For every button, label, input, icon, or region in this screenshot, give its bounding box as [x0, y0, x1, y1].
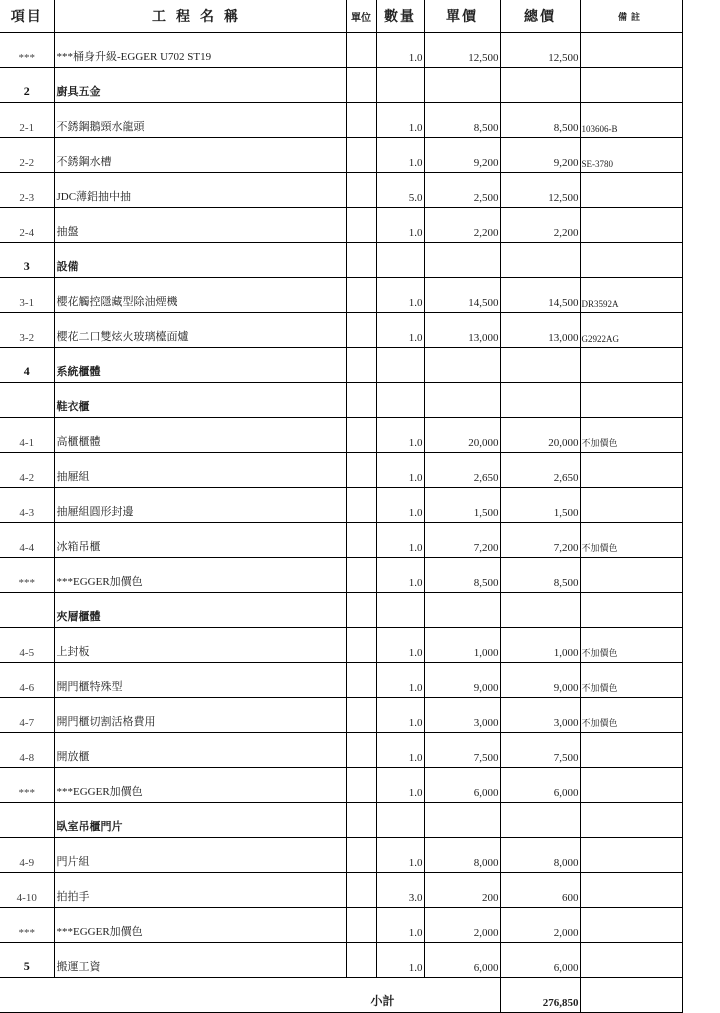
- cell-qty: 5.0: [376, 173, 424, 208]
- cell-unit: [346, 383, 376, 418]
- cell-total: 6,000: [500, 768, 580, 803]
- cell-total: 2,650: [500, 453, 580, 488]
- cell-unit: [346, 278, 376, 313]
- cell-price: 2,000: [424, 908, 500, 943]
- cell-remark: 不加價色: [580, 698, 682, 733]
- cell-total: [500, 803, 580, 838]
- cell-code: 4-4: [0, 523, 54, 558]
- cell-price: 2,500: [424, 173, 500, 208]
- cell-total: [500, 348, 580, 383]
- cell-price: 9,200: [424, 138, 500, 173]
- cell-unit: [346, 243, 376, 278]
- cell-total: 3,000: [500, 698, 580, 733]
- cell-unit: [346, 838, 376, 873]
- cell-remark: G2922AG: [580, 313, 682, 348]
- cell-name: 抽屜組: [54, 453, 346, 488]
- table-row: [0, 173, 682, 208]
- cell-code: 4-6: [0, 663, 54, 698]
- cell-code: 3-2: [0, 313, 54, 348]
- cell-code: 5: [0, 943, 54, 978]
- table-row: [0, 208, 682, 243]
- cell-qty: 1.0: [376, 208, 424, 243]
- table-row: [0, 523, 682, 558]
- cell-remark: 103606-B: [580, 103, 682, 138]
- cell-name: 抽盤: [54, 208, 346, 243]
- cell-unit: [346, 943, 376, 978]
- cell-qty: [376, 348, 424, 383]
- cell-code: 3: [0, 243, 54, 278]
- cell-name: 不銹鋼鵝頸水龍頭: [54, 103, 346, 138]
- section-row: [0, 243, 682, 278]
- cell-unit: [346, 348, 376, 383]
- cell-qty: 1.0: [376, 698, 424, 733]
- cell-name: 上封板: [54, 628, 346, 663]
- cell-unit: [346, 488, 376, 523]
- cell-qty: 1.0: [376, 838, 424, 873]
- cell-unit: [346, 453, 376, 488]
- cell-price: 7,200: [424, 523, 500, 558]
- table-body: [0, 33, 682, 978]
- cell-remark: [580, 208, 682, 243]
- header-item: 項目: [0, 0, 54, 33]
- cell-remark: [580, 383, 682, 418]
- cell-name: 櫻花二口雙炫火玻璃檯面爐: [54, 313, 346, 348]
- cell-code: 4: [0, 348, 54, 383]
- cell-total: 2,200: [500, 208, 580, 243]
- header-unit: 單位: [346, 0, 376, 33]
- cell-name: 拍拍手: [54, 873, 346, 908]
- cell-qty: 1.0: [376, 558, 424, 593]
- cell-unit: [346, 33, 376, 68]
- cell-price: 1,000: [424, 628, 500, 663]
- cell-code: 4-1: [0, 418, 54, 453]
- cell-remark: [580, 593, 682, 628]
- table-header-row: [0, 0, 682, 33]
- cell-total: 12,500: [500, 173, 580, 208]
- cell-unit: [346, 523, 376, 558]
- cell-total: 1,000: [500, 628, 580, 663]
- cell-price: [424, 593, 500, 628]
- cell-price: 20,000: [424, 418, 500, 453]
- section-row: [0, 803, 682, 838]
- cell-code: 2-2: [0, 138, 54, 173]
- cell-total: 13,000: [500, 313, 580, 348]
- cell-code: 2: [0, 68, 54, 103]
- cell-qty: 1.0: [376, 453, 424, 488]
- cell-remark: SE-3780: [580, 138, 682, 173]
- cell-unit: [346, 663, 376, 698]
- cell-total: 12,500: [500, 33, 580, 68]
- cell-name: 櫻花觸控隱藏型除油煙機: [54, 278, 346, 313]
- cell-code: 4-10: [0, 873, 54, 908]
- table-row: [0, 558, 682, 593]
- cell-remark: DR3592A: [580, 278, 682, 313]
- cell-code: [0, 383, 54, 418]
- cell-name: 門片組: [54, 838, 346, 873]
- table-row: [0, 873, 682, 908]
- cell-code: ***: [0, 558, 54, 593]
- cell-price: [424, 68, 500, 103]
- cell-code: ***: [0, 908, 54, 943]
- cell-qty: 1.0: [376, 313, 424, 348]
- cell-name: JDC薄鋁抽中抽: [54, 173, 346, 208]
- cell-total: 8,500: [500, 558, 580, 593]
- cell-remark: [580, 33, 682, 68]
- section-row: [0, 348, 682, 383]
- cell-remark: 不加價色: [580, 418, 682, 453]
- cell-total: [500, 243, 580, 278]
- cell-qty: 1.0: [376, 33, 424, 68]
- cell-unit: [346, 803, 376, 838]
- table-row: [0, 278, 682, 313]
- cell-name: ***EGGER加價色: [54, 768, 346, 803]
- cell-qty: 1.0: [376, 523, 424, 558]
- section-row: [0, 68, 682, 103]
- cell-code: 2-1: [0, 103, 54, 138]
- cell-qty: [376, 803, 424, 838]
- subtotal-remark: [580, 978, 682, 1013]
- cell-price: [424, 243, 500, 278]
- cell-code: 4-8: [0, 733, 54, 768]
- header-remark: 備註: [580, 0, 682, 33]
- cell-unit: [346, 208, 376, 243]
- cell-total: [500, 593, 580, 628]
- cell-price: 7,500: [424, 733, 500, 768]
- cell-total: 8,000: [500, 838, 580, 873]
- cell-price: 12,500: [424, 33, 500, 68]
- table-row: [0, 628, 682, 663]
- cell-total: 9,200: [500, 138, 580, 173]
- cell-qty: [376, 243, 424, 278]
- cell-name: 不銹鋼水槽: [54, 138, 346, 173]
- cell-unit: [346, 103, 376, 138]
- cell-remark: [580, 68, 682, 103]
- cell-code: [0, 593, 54, 628]
- cell-name: 廚具五金: [54, 68, 346, 103]
- cell-remark: 不加價色: [580, 523, 682, 558]
- cell-price: 14,500: [424, 278, 500, 313]
- cell-code: 4-7: [0, 698, 54, 733]
- cell-unit: [346, 628, 376, 663]
- cell-qty: 1.0: [376, 733, 424, 768]
- subtotal-row: [0, 978, 682, 1013]
- section-row: [0, 383, 682, 418]
- table-row: [0, 768, 682, 803]
- header-name: 工程名稱: [54, 0, 346, 33]
- cell-qty: [376, 383, 424, 418]
- cell-code: 2-3: [0, 173, 54, 208]
- cell-total: 1,500: [500, 488, 580, 523]
- table-row: [0, 453, 682, 488]
- cell-price: 2,200: [424, 208, 500, 243]
- cell-price: 9,000: [424, 663, 500, 698]
- cell-code: 4-5: [0, 628, 54, 663]
- cell-qty: 1.0: [376, 103, 424, 138]
- cell-qty: 1.0: [376, 138, 424, 173]
- cell-remark: [580, 558, 682, 593]
- cell-qty: 1.0: [376, 768, 424, 803]
- cell-qty: 1.0: [376, 663, 424, 698]
- cell-remark: 不加價色: [580, 628, 682, 663]
- cell-remark: [580, 453, 682, 488]
- cell-code: ***: [0, 768, 54, 803]
- cell-unit: [346, 418, 376, 453]
- cell-total: 2,000: [500, 908, 580, 943]
- cell-total: 8,500: [500, 103, 580, 138]
- cell-total: 9,000: [500, 663, 580, 698]
- cell-name: 夾層櫃體: [54, 593, 346, 628]
- header-price: 單價: [424, 0, 500, 33]
- cell-code: 4-9: [0, 838, 54, 873]
- cell-code: 4-3: [0, 488, 54, 523]
- table-row: [0, 138, 682, 173]
- cell-qty: [376, 68, 424, 103]
- cell-remark: [580, 908, 682, 943]
- table-row: [0, 418, 682, 453]
- cell-qty: 1.0: [376, 418, 424, 453]
- cell-total: 6,000: [500, 943, 580, 978]
- cell-unit: [346, 558, 376, 593]
- cell-name: 開門櫃切割活格費用: [54, 698, 346, 733]
- subtotal-label: 小計: [0, 978, 500, 1013]
- table-row: [0, 103, 682, 138]
- cell-remark: [580, 943, 682, 978]
- cell-price: [424, 383, 500, 418]
- cell-price: 8,500: [424, 558, 500, 593]
- cell-price: 13,000: [424, 313, 500, 348]
- cell-unit: [346, 68, 376, 103]
- cell-total: 7,500: [500, 733, 580, 768]
- cell-name: 開門櫃特殊型: [54, 663, 346, 698]
- cell-price: 3,000: [424, 698, 500, 733]
- header-total: 總價: [500, 0, 580, 33]
- cell-name: ***EGGER加價色: [54, 558, 346, 593]
- cell-total: [500, 68, 580, 103]
- cell-price: [424, 348, 500, 383]
- cell-name: 鞋衣櫃: [54, 383, 346, 418]
- cell-unit: [346, 138, 376, 173]
- cell-name: 搬運工資: [54, 943, 346, 978]
- cell-remark: [580, 348, 682, 383]
- cell-qty: 3.0: [376, 873, 424, 908]
- cell-qty: 1.0: [376, 488, 424, 523]
- cell-unit: [346, 768, 376, 803]
- cell-code: [0, 803, 54, 838]
- cell-unit: [346, 173, 376, 208]
- cell-name: 冰箱吊櫃: [54, 523, 346, 558]
- cell-qty: 1.0: [376, 628, 424, 663]
- cell-remark: [580, 803, 682, 838]
- cell-remark: [580, 488, 682, 523]
- cell-name: 抽屜組圓形封邊: [54, 488, 346, 523]
- cell-unit: [346, 698, 376, 733]
- cell-code: 3-1: [0, 278, 54, 313]
- cell-price: 2,650: [424, 453, 500, 488]
- cell-total: [500, 383, 580, 418]
- cell-qty: 1.0: [376, 908, 424, 943]
- cell-remark: [580, 873, 682, 908]
- cell-price: 200: [424, 873, 500, 908]
- table-row: [0, 698, 682, 733]
- cell-name: ***桶身升級-EGGER U702 ST19: [54, 33, 346, 68]
- cell-total: 7,200: [500, 523, 580, 558]
- cell-total: 600: [500, 873, 580, 908]
- cell-name: 高櫃櫃體: [54, 418, 346, 453]
- cell-remark: [580, 733, 682, 768]
- cell-name: 臥室吊櫃門片: [54, 803, 346, 838]
- table-row: [0, 313, 682, 348]
- cell-qty: 1.0: [376, 278, 424, 313]
- cell-price: 8,500: [424, 103, 500, 138]
- cell-remark: [580, 243, 682, 278]
- cell-code: 2-4: [0, 208, 54, 243]
- table-row: [0, 33, 682, 68]
- cell-unit: [346, 593, 376, 628]
- cell-code: 4-2: [0, 453, 54, 488]
- cell-price: 1,500: [424, 488, 500, 523]
- cell-name: 開放櫃: [54, 733, 346, 768]
- cell-code: ***: [0, 33, 54, 68]
- cell-unit: [346, 873, 376, 908]
- cell-name: 設備: [54, 243, 346, 278]
- cell-unit: [346, 313, 376, 348]
- cell-total: 20,000: [500, 418, 580, 453]
- table-row: [0, 663, 682, 698]
- subtotal-value: 276,850: [500, 978, 580, 1013]
- cell-remark: [580, 838, 682, 873]
- cell-remark: 不加價色: [580, 663, 682, 698]
- cell-remark: [580, 173, 682, 208]
- cell-unit: [346, 908, 376, 943]
- cell-unit: [346, 733, 376, 768]
- section-row: [0, 593, 682, 628]
- cell-name: ***EGGER加價色: [54, 908, 346, 943]
- cell-name: 系統櫃體: [54, 348, 346, 383]
- header-qty: 數量: [376, 0, 424, 33]
- cell-total: 14,500: [500, 278, 580, 313]
- table-row: [0, 838, 682, 873]
- cell-price: 6,000: [424, 768, 500, 803]
- table-row: [0, 488, 682, 523]
- table-row: [0, 908, 682, 943]
- cell-qty: 1.0: [376, 943, 424, 978]
- table-row: [0, 733, 682, 768]
- cell-remark: [580, 768, 682, 803]
- cell-price: [424, 803, 500, 838]
- cell-qty: [376, 593, 424, 628]
- table-row: [0, 943, 682, 978]
- cell-price: 6,000: [424, 943, 500, 978]
- cell-price: 8,000: [424, 838, 500, 873]
